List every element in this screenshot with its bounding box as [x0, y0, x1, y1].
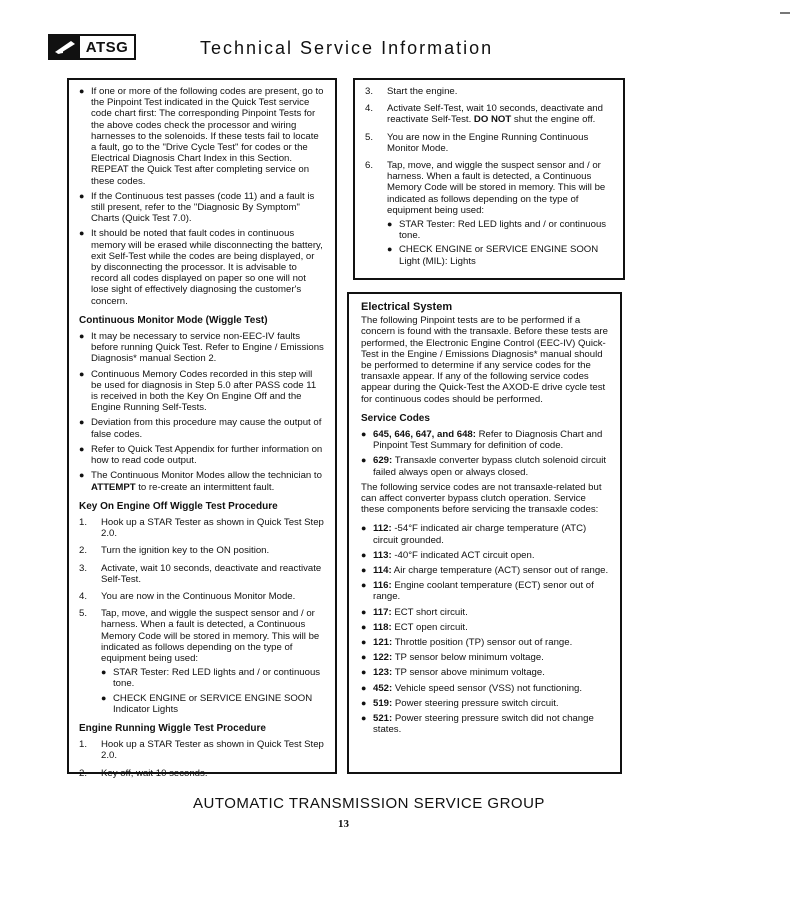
code-text: TP sensor above minimum voltage. [392, 667, 545, 679]
step-item [365, 132, 613, 154]
step-text: Tap, move, and wiggle the suspect sensor and / or harness. When a fault is detected, a Continuous Memory Code will be stored in memory. This will be indicated as follows depending on the type of equipment being used: [387, 160, 606, 216]
step-text: shut the engine off. [511, 114, 596, 126]
koeo-steps [79, 517, 325, 715]
step-text: Start the engine. [387, 86, 458, 97]
list-item: ● Deviation from this procedure may cause the output of false codes. [79, 417, 325, 439]
step-text: Tap, move, and wiggle the suspect sensor and / or harness. When a fault is detected, a Continuous Memory Code will be stored in memory. This will be indicated as follows depending on the type of equipment being used: [101, 608, 320, 664]
electrical-system-panel [347, 292, 622, 774]
step-text: You are now in the Continuous Monitor Mode. [101, 590, 296, 602]
related-codes-intro: The following service codes are not transaxle-related but can affect converter bypass clutch operation. Service these components before servicing the transaxle codes: [361, 481, 602, 516]
code-label: 452: [373, 682, 393, 694]
step-text: Activate, wait 10 seconds, deactivate and reactivate Self-Test. [101, 562, 322, 585]
code-text: Refer to Diagnosis Chart and Pinpoint Test Summary for definition of code. [373, 429, 603, 452]
step-text: Hook up a STAR Tester as shown in Quick Test Step 2.0. [101, 739, 324, 762]
list-item [361, 713, 610, 735]
engine-running-steps [79, 739, 325, 779]
atsg-logo [48, 34, 136, 60]
code-text: Engine coolant temperature (ECT) senor out of range. [373, 580, 594, 603]
list-item [361, 550, 610, 561]
code-label: 629: [373, 455, 393, 467]
step-item [79, 739, 325, 761]
scan-mark [780, 12, 790, 14]
step-text: You are now in the Engine Running Continuous Monitor Mode. [387, 131, 589, 154]
list-item [361, 667, 610, 678]
step-number: 4. [365, 103, 374, 115]
step-number: 1. [79, 516, 88, 528]
code-text: Transaxle converter bypass clutch solenoid circuit failed always open or always closed. [373, 455, 607, 478]
related-codes-list [361, 523, 610, 735]
right-top-column [353, 78, 625, 280]
step-number: 3. [79, 562, 88, 574]
section-heading-service-codes: Service Codes [361, 412, 430, 424]
step-text: Activate Self-Test, wait 10 seconds, deactivate and reactivate Self-Test. [387, 103, 603, 126]
code-label: 118: [373, 621, 392, 633]
code-label: 114: [373, 565, 392, 577]
bullet-text: to re-create an intermittent fault. [135, 481, 275, 493]
list-item [361, 429, 610, 451]
page-number: 13 [338, 818, 349, 830]
electrical-intro: The following Pinpoint tests are to be performed if a concern is found with the transaxle. Before these tests are performed, the Electronic Engine Control (EEC-IV) Quick-Test in the Engine / Emissions Diagnosis* manual should be performed to determine if any service codes for the transaxle appear. If any of the following service codes appear during the Quick-Test the AXOD-E drive cycle test for continuous codes should be performed. [361, 315, 608, 405]
code-text: TP sensor below minimum voltage. [392, 652, 544, 664]
list-item: ● If one or more of the following codes are present, go to the Pinpoint Test indicated in the Quick Test service code chart first: The corresponding Pinpoint Tests for the above codes check the processor and wiring harnesses to the solenoids. If these tests fail to locate a fault, go to the "Drive Cycle Test" for codes or the Electrical Diagnosis Chart Index in this Section. REPEAT the Quick Test after completing service on these codes. [79, 86, 325, 187]
code-text: Throttle position (TP) sensor out of range. [392, 637, 573, 649]
step-number: 1. [79, 739, 88, 751]
list-item [361, 652, 610, 663]
step-item [79, 545, 325, 556]
list-item: ● If the Continuous test passes (code 11) and a fault is still present, refer to the "Diagnosic By Symptom" Charts (Quick Test 7.0). [79, 191, 325, 225]
step-number: 5. [79, 608, 88, 620]
section-heading-koeo: Key On Engine Off Wiggle Test Procedure [79, 500, 278, 512]
list-item [361, 622, 610, 633]
section-heading-electrical-system: Electrical System [361, 301, 453, 313]
step-item [365, 160, 613, 267]
page-title: Technical Service Information [200, 38, 494, 58]
list-item [361, 637, 610, 648]
code-label: 117: [373, 606, 392, 618]
engine-running-steps-continued [365, 86, 613, 267]
left-column [67, 78, 337, 779]
list-item: ● STAR Tester: Red LED lights and / or continuous tone. [101, 667, 325, 689]
code-text: Power steering pressure switch did not change states. [373, 713, 594, 736]
code-label: 645, 646, 647, and 648: [373, 429, 476, 441]
list-item [361, 683, 610, 694]
step-number: 4. [79, 590, 88, 602]
code-label: 121: [373, 637, 393, 649]
code-text: ECT open circuit. [391, 621, 468, 633]
step-item [79, 563, 325, 585]
step-number: 5. [365, 131, 374, 143]
list-item: ● Refer to Quick Test Appendix for further information on how to read code output. [79, 444, 325, 466]
bullet-text: The Continuous Monitor Modes allow the technician to [91, 470, 322, 482]
code-label: 521: [373, 713, 393, 725]
step-item [79, 517, 325, 539]
section-heading-continuous-monitor: Continuous Monitor Mode (Wiggle Test) [79, 314, 268, 326]
step-item [79, 768, 325, 779]
service-codes-list [361, 429, 610, 478]
code-text: ECT short circuit. [391, 606, 468, 618]
code-text: Vehicle speed sensor (VSS) not functioning. [392, 682, 583, 694]
step-text: Turn the ignition key to the ON position. [101, 545, 270, 557]
list-item: ● It may be necessary to service non-EEC-IV faults before running Quick Test. Refer to Engine / Emissions Diagnosis* manual Section 2. [79, 331, 325, 365]
list-item: ● CHECK ENGINE or SERVICE ENGINE SOON Indicator Lights [101, 693, 325, 715]
code-label: 112: [373, 523, 392, 535]
code-label: 113: [373, 549, 392, 561]
logo-transmission-icon [50, 36, 80, 58]
step-number: 2. [79, 767, 88, 779]
emphasis: ATTEMPT [91, 481, 136, 493]
list-item [361, 580, 610, 602]
list-item [79, 470, 325, 492]
step-item [365, 86, 613, 97]
list-item [361, 565, 610, 576]
code-label: 122: [373, 652, 393, 664]
intro-bullets [79, 86, 325, 307]
step-number: 3. [365, 86, 374, 97]
step-text: Key off, wait 10 seconds. [101, 767, 208, 779]
emphasis: DO NOT [473, 114, 512, 126]
list-item [361, 607, 610, 618]
list-item [361, 698, 610, 709]
list-item: ● CHECK ENGINE or SERVICE ENGINE SOON Light (MIL): Lights [387, 244, 613, 266]
code-text: Air charge temperature (ACT) sensor out of range. [391, 565, 609, 577]
step-item [365, 103, 613, 125]
continuous-monitor-bullets [79, 331, 325, 493]
step-number: 6. [365, 160, 374, 172]
code-label: 519: [373, 697, 393, 709]
code-text: -40°F indicated ACT circuit open. [391, 549, 535, 561]
section-heading-engine-running: Engine Running Wiggle Test Procedure [79, 722, 266, 734]
step-item [79, 608, 325, 715]
logo-text: ATSG [85, 38, 129, 56]
step-item [79, 591, 325, 602]
code-label: 123: [373, 667, 393, 679]
list-item: ● Continuous Memory Codes recorded in this step will be used for diagnosis in Step 5.0 after PASS code 11 is received in both the Key On Engine Off and the Engine Running Self-Tests. [79, 369, 325, 414]
list-item [361, 455, 610, 477]
code-text: -54°F indicated air charge temperature (ATC) circuit grounded. [373, 523, 587, 546]
code-label: 116: [373, 580, 392, 592]
list-item: ● STAR Tester: Red LED lights and / or continuous tone. [387, 219, 613, 241]
step-number: 2. [79, 545, 88, 557]
indicator-list [101, 667, 325, 715]
step-text: Hook up a STAR Tester as shown in Quick Test Step 2.0. [101, 516, 324, 540]
code-text: Power steering pressure switch circuit. [392, 697, 559, 709]
list-item [361, 523, 610, 545]
footer-title: AUTOMATIC TRANSMISSION SERVICE GROUP [193, 795, 545, 812]
indicator-list [387, 219, 613, 267]
list-item: ● It should be noted that fault codes in continuous memory will be erased while disconnecting the battery, exit Self-Test while the codes are being displayed, or by disconnecting the processor. It is advisable to record all codes displayed on paper so one will not lose sight of effectively diagnosing the customer's concern. [79, 228, 325, 306]
